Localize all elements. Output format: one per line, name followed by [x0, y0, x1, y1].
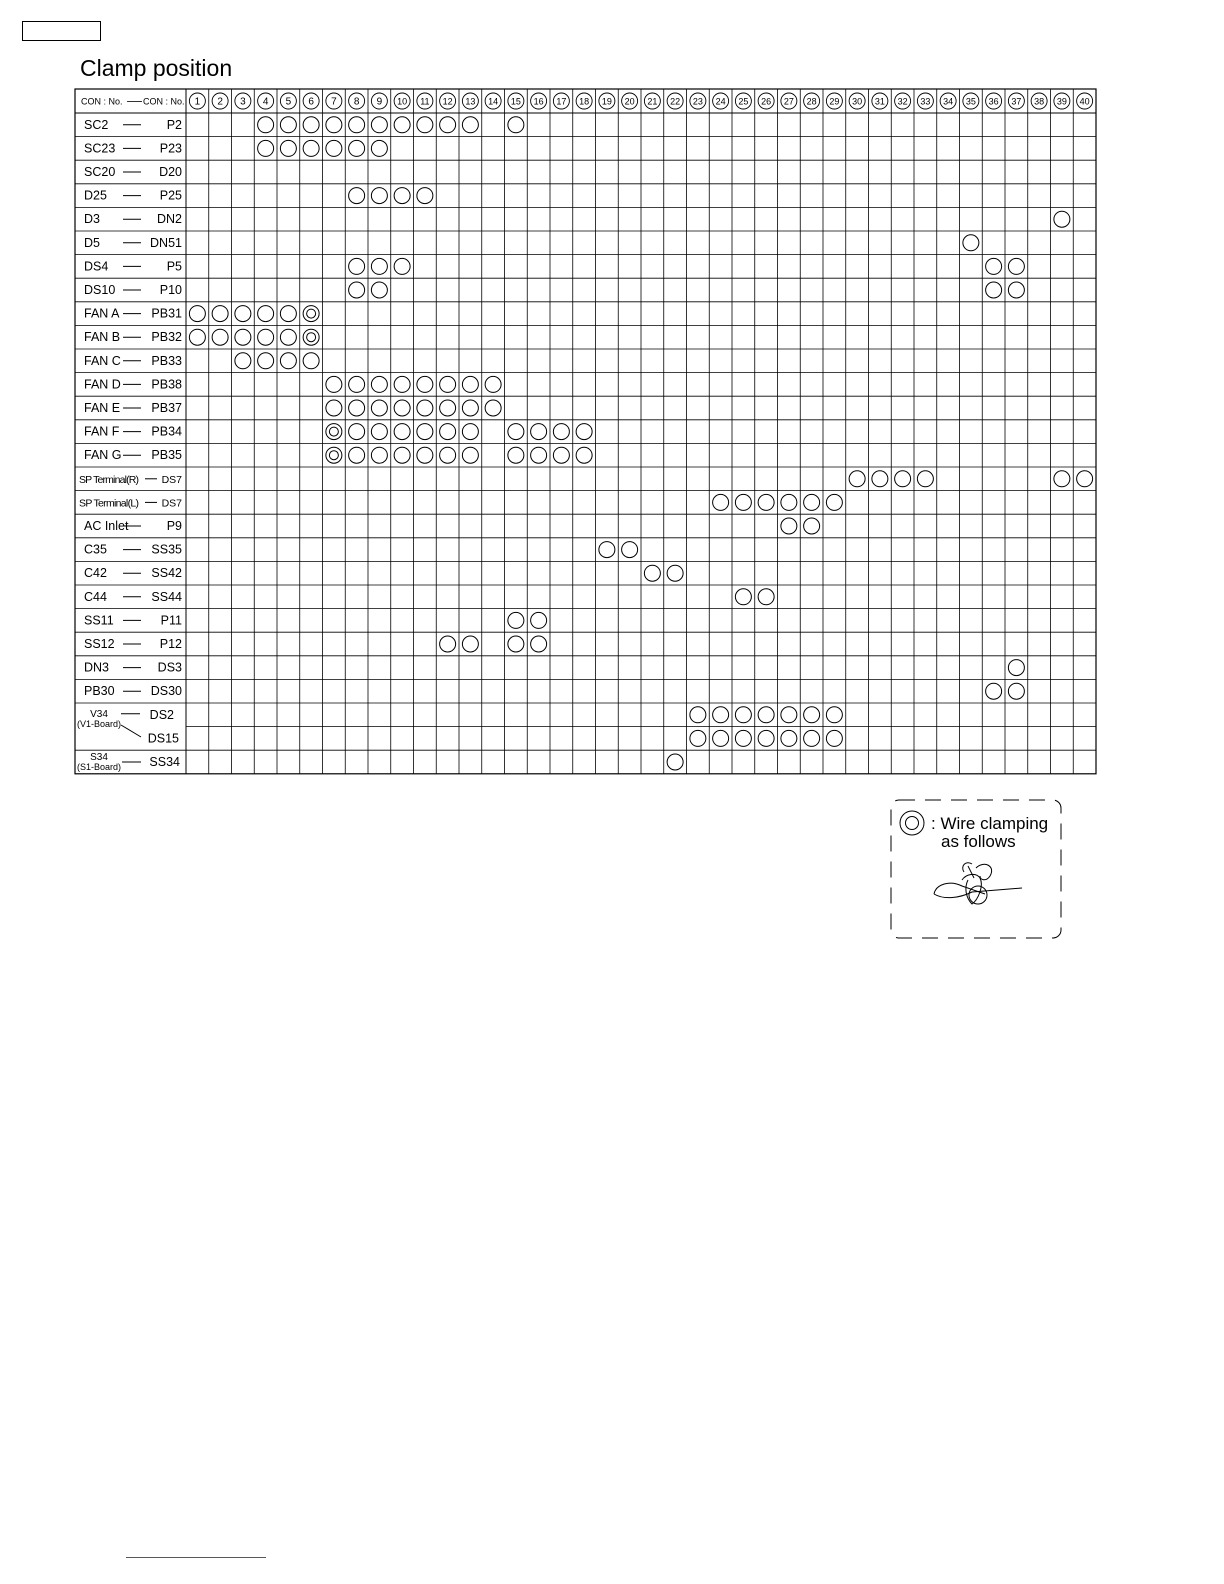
column-number: 28: [806, 96, 817, 107]
row-from-label: DS10: [84, 283, 116, 297]
clamp-circle: [349, 400, 365, 416]
row-to-label: SS42: [151, 566, 182, 581]
clamp-circle: [349, 188, 365, 204]
column-number: 27: [783, 96, 794, 107]
clamp-circle: [781, 730, 797, 746]
column-number: 25: [738, 96, 749, 107]
clamp-circle: [1008, 683, 1024, 699]
row-from-label: DS4: [84, 259, 109, 274]
clamp-circle: [986, 258, 1002, 274]
clamp-circle: [303, 140, 319, 156]
clamp-circle: [826, 707, 842, 723]
row-to-label: PB31: [151, 306, 182, 321]
clamp-circle: [258, 140, 274, 156]
clamp-circle: [713, 730, 729, 746]
clamp-circle: [349, 376, 365, 392]
clamp-circle: [440, 447, 456, 463]
clamp-circle: [303, 117, 319, 133]
clamp-circle: [713, 494, 729, 510]
clamp-circle: [1008, 282, 1024, 298]
row-to-label: P25: [159, 188, 182, 203]
row-to-label: P12: [159, 637, 182, 651]
column-number: 14: [488, 96, 499, 107]
clamp-circle: [258, 353, 274, 369]
clamp-circle: [690, 707, 706, 723]
row-to-label: P23: [159, 141, 182, 156]
clamp-circle: [280, 353, 296, 369]
clamp-circle: [758, 730, 774, 746]
clamp-circle: [531, 612, 547, 628]
column-number: 32: [897, 96, 908, 107]
row-to-label: SS34: [149, 755, 180, 769]
clamp-circle: [440, 424, 456, 440]
clamp-circle: [440, 636, 456, 652]
clamp-circle: [371, 282, 387, 298]
clamp-circle: [576, 447, 592, 463]
column-number: 36: [988, 96, 999, 107]
clamp-circle: [417, 424, 433, 440]
wire-clamp-double-circle: [326, 424, 342, 440]
clamp-circle: [963, 235, 979, 251]
clamp-circle: [371, 258, 387, 274]
clamp-circle: [826, 494, 842, 510]
row-to-label: PB34: [151, 424, 182, 439]
column-number: 22: [670, 96, 681, 107]
clamp-circle: [713, 707, 729, 723]
wire-clamp-stroke: [968, 866, 974, 878]
clamp-circle: [417, 376, 433, 392]
clamp-circle: [462, 400, 478, 416]
clamp-circle: [371, 400, 387, 416]
column-number: 19: [601, 96, 612, 107]
column-number: 8: [353, 96, 360, 108]
column-number: 12: [442, 96, 453, 107]
clamp-circle: [280, 117, 296, 133]
clamp-circle: [349, 424, 365, 440]
clamp-circle: [508, 424, 524, 440]
clamp-circle: [735, 730, 751, 746]
row-to-label: P11: [160, 613, 182, 628]
row-to-label: DS2: [149, 707, 174, 722]
clamp-circle: [349, 282, 365, 298]
column-number: 1: [194, 96, 201, 108]
wire-clamp-double-circle: [303, 329, 319, 345]
wire-clamp-double-circle: [303, 306, 319, 322]
row-to-label: SS44: [151, 589, 182, 604]
clamp-circle: [622, 542, 638, 558]
clamp-circle: [462, 424, 478, 440]
clamp-circle: [326, 117, 342, 133]
column-number: 7: [331, 96, 337, 108]
clamp-circle: [235, 306, 251, 322]
row-to-label: P9: [166, 519, 182, 533]
row-from-label: PB30: [84, 684, 115, 699]
clamp-circle: [462, 376, 478, 392]
row-from-label: FAN B: [84, 330, 121, 345]
clamp-circle: [758, 589, 774, 605]
wire-clamp-stroke: [976, 864, 992, 879]
column-number: 39: [1056, 96, 1067, 107]
clamp-circle: [872, 471, 888, 487]
clamp-circle: [553, 447, 569, 463]
clamp-circle: [986, 683, 1002, 699]
row-from-label: FAN C: [84, 353, 121, 368]
clamp-circle: [735, 589, 751, 605]
row-from-label: C42: [84, 566, 107, 581]
clamp-circle: [462, 636, 478, 652]
row-to-label: DS7: [161, 473, 182, 486]
column-number: 33: [920, 96, 931, 107]
column-number: 34: [943, 96, 954, 107]
clamp-circle: [508, 612, 524, 628]
clamp-circle: [326, 140, 342, 156]
clamp-circle: [349, 447, 365, 463]
clamp-circle: [644, 565, 660, 581]
row-to-label: P10: [159, 283, 182, 297]
clamp-circle: [531, 424, 547, 440]
clamp-circle: [1077, 471, 1093, 487]
clamp-circle: [417, 400, 433, 416]
row-to-label: DN2: [156, 212, 182, 227]
column-number: 35: [965, 96, 976, 107]
table-border: [75, 89, 1096, 774]
column-number: 6: [308, 96, 314, 108]
clamp-circle: [349, 140, 365, 156]
clamp-circle: [1008, 258, 1024, 274]
column-number: 24: [715, 96, 726, 107]
column-number: 10: [397, 96, 408, 107]
clamp-circle: [371, 447, 387, 463]
column-number: 3: [240, 96, 246, 108]
column-number: 21: [647, 96, 658, 107]
column-number: 38: [1034, 96, 1045, 107]
clamp-circle: [303, 353, 319, 369]
clamp-circle: [280, 140, 296, 156]
clamp-circle: [280, 329, 296, 345]
clamp-circle: [781, 494, 797, 510]
clamp-circle: [781, 518, 797, 534]
row-from-label: SC23: [84, 141, 116, 156]
clamp-circle: [417, 117, 433, 133]
row-from-label: AC Inlet: [84, 519, 129, 533]
clamp-circle: [394, 447, 410, 463]
legend-line-1: : Wire clamping: [931, 814, 1049, 833]
row-from-label: C44: [84, 589, 107, 604]
clamp-circle: [258, 329, 274, 345]
clamp-circle: [326, 400, 342, 416]
clamp-circle: [804, 518, 820, 534]
row-from-label: FAN E: [84, 401, 121, 415]
row-from-label: SS11: [84, 613, 114, 628]
column-number: 29: [829, 96, 840, 107]
column-number: 4: [262, 96, 269, 108]
header-con-no-a: CON : No.: [81, 96, 123, 107]
row-from-label: DN3: [84, 660, 110, 675]
row-from-sublabel: (S1-Board): [76, 762, 122, 773]
row-from-label: S34: [90, 752, 108, 764]
wire-clamp-double-circle: [326, 447, 342, 463]
clamp-circle: [394, 117, 410, 133]
clamp-circle: [212, 306, 228, 322]
double-circle-icon: [900, 811, 924, 835]
clamp-circle: [485, 376, 501, 392]
column-number: 17: [556, 96, 567, 107]
clamp-circle: [258, 117, 274, 133]
clamp-circle: [1008, 660, 1024, 676]
clamp-circle: [371, 376, 387, 392]
clamp-circle: [917, 471, 933, 487]
column-number: 40: [1079, 96, 1090, 107]
row-to-label: PB38: [151, 377, 182, 392]
clamp-circle: [986, 282, 1002, 298]
column-number: 20: [624, 96, 635, 107]
row-to-label: PB35: [151, 448, 182, 463]
clamp-circle: [235, 353, 251, 369]
row-to-label: DS3: [157, 660, 182, 675]
column-number: 16: [533, 96, 544, 107]
clamp-circle: [804, 707, 820, 723]
clamp-circle: [462, 117, 478, 133]
wire-clamp-stroke: [934, 883, 985, 894]
row-from-label: FAN F: [84, 424, 120, 439]
clamp-circle: [371, 140, 387, 156]
clamp-circle: [508, 117, 524, 133]
clamp-circle: [394, 188, 410, 204]
column-number: 18: [579, 96, 590, 107]
clamp-circle: [553, 424, 569, 440]
row-from-label: D5: [84, 235, 100, 250]
clamp-circle: [280, 306, 296, 322]
column-number: 26: [761, 96, 772, 107]
column-number: 11: [420, 96, 430, 107]
clamp-circle: [326, 376, 342, 392]
clamp-circle: [531, 636, 547, 652]
clamp-circle: [189, 329, 205, 345]
clamp-circle: [440, 400, 456, 416]
clamp-circle: [690, 730, 706, 746]
clamp-circle: [804, 494, 820, 510]
wire-clamp-illustration: [934, 863, 1022, 904]
column-number: 30: [852, 96, 863, 107]
row-to-label: P5: [166, 259, 182, 274]
page-title: Clamp position: [80, 55, 233, 81]
row-from-label: SP Terminal(R): [79, 473, 139, 486]
clamp-circle: [804, 730, 820, 746]
legend-line-2: as follows: [941, 832, 1016, 851]
clamp-circle: [508, 447, 524, 463]
clamp-circle: [735, 707, 751, 723]
clamp-circle: [371, 188, 387, 204]
clamp-circle: [212, 329, 228, 345]
wire-clamp-ring: [969, 886, 987, 904]
column-number: 2: [217, 96, 223, 108]
row-to-label: DN51: [150, 235, 182, 250]
row-from-label: FAN D: [84, 377, 121, 392]
row-from-label: FAN G: [84, 448, 122, 463]
clamp-circle: [349, 258, 365, 274]
clamp-circle: [735, 494, 751, 510]
row-to-label: P2: [166, 117, 182, 132]
row-branch-line: [121, 725, 141, 737]
column-number: 13: [465, 96, 476, 107]
row-from-label: SS12: [84, 637, 115, 651]
wire-clamp-inner-circle: [307, 309, 316, 318]
clamp-circle: [758, 494, 774, 510]
row-to-label: D20: [159, 165, 182, 179]
header-con-no-b: CON : No.: [143, 96, 185, 107]
row-to-label: DS7: [161, 497, 182, 510]
row-to-label: DS30: [150, 684, 182, 699]
clamp-circle: [394, 400, 410, 416]
row-from-label: SC2: [84, 117, 109, 132]
clamp-circle: [599, 542, 615, 558]
clamp-circle: [349, 117, 365, 133]
double-circle-inner-icon: [906, 817, 919, 830]
column-number: 5: [285, 96, 292, 108]
row-from-label: V34: [90, 709, 108, 720]
clamp-circle: [394, 376, 410, 392]
clamp-circle: [508, 636, 524, 652]
row-to-label: PB33: [151, 353, 182, 368]
clamp-circle: [895, 471, 911, 487]
clamp-circle: [462, 447, 478, 463]
column-number: 31: [874, 96, 885, 107]
clamp-circle: [1054, 211, 1070, 227]
clamp-circle: [1054, 471, 1070, 487]
clamp-circle: [394, 258, 410, 274]
row-to-label: PB37: [151, 401, 182, 415]
wire-clamp-inner-circle: [329, 451, 338, 460]
clamp-circle: [440, 376, 456, 392]
row-from-label: FAN A: [84, 306, 120, 321]
clamp-circle: [667, 754, 683, 770]
wire-clamp-inner-circle: [307, 333, 316, 342]
column-number: 15: [510, 96, 521, 107]
row-to-label: DS15: [147, 731, 179, 746]
clamp-circle: [394, 424, 410, 440]
clamp-circle: [576, 424, 592, 440]
column-number: 9: [376, 96, 383, 108]
row-from-label: SP Terminal(L): [79, 497, 139, 510]
row-from-sublabel: (V1-Board): [76, 719, 122, 729]
clamp-circle: [235, 329, 251, 345]
clamp-circle: [758, 707, 774, 723]
column-number: 23: [692, 96, 703, 107]
row-from-label: C35: [84, 542, 107, 557]
clamp-circle: [440, 117, 456, 133]
row-from-label: SC20: [84, 165, 116, 179]
clamp-circle: [849, 471, 865, 487]
row-from-label: D3: [84, 212, 100, 227]
row-from-label: D25: [84, 188, 107, 203]
clamp-circle: [371, 117, 387, 133]
wire-clamp-inner-circle: [329, 427, 338, 436]
clamp-circle: [485, 400, 501, 416]
clamp-circle: [189, 306, 205, 322]
clamp-circle: [826, 730, 842, 746]
row-to-label: PB32: [151, 330, 182, 345]
clamp-circle: [258, 306, 274, 322]
clamp-circle: [531, 447, 547, 463]
clamp-circle: [417, 447, 433, 463]
footer-link-line: [126, 1557, 266, 1558]
clamp-circle: [667, 565, 683, 581]
column-number: 37: [1011, 96, 1022, 107]
clamp-circle: [371, 424, 387, 440]
row-to-label: SS35: [151, 542, 182, 557]
clamp-circle: [417, 188, 433, 204]
clamp-circle: [781, 707, 797, 723]
